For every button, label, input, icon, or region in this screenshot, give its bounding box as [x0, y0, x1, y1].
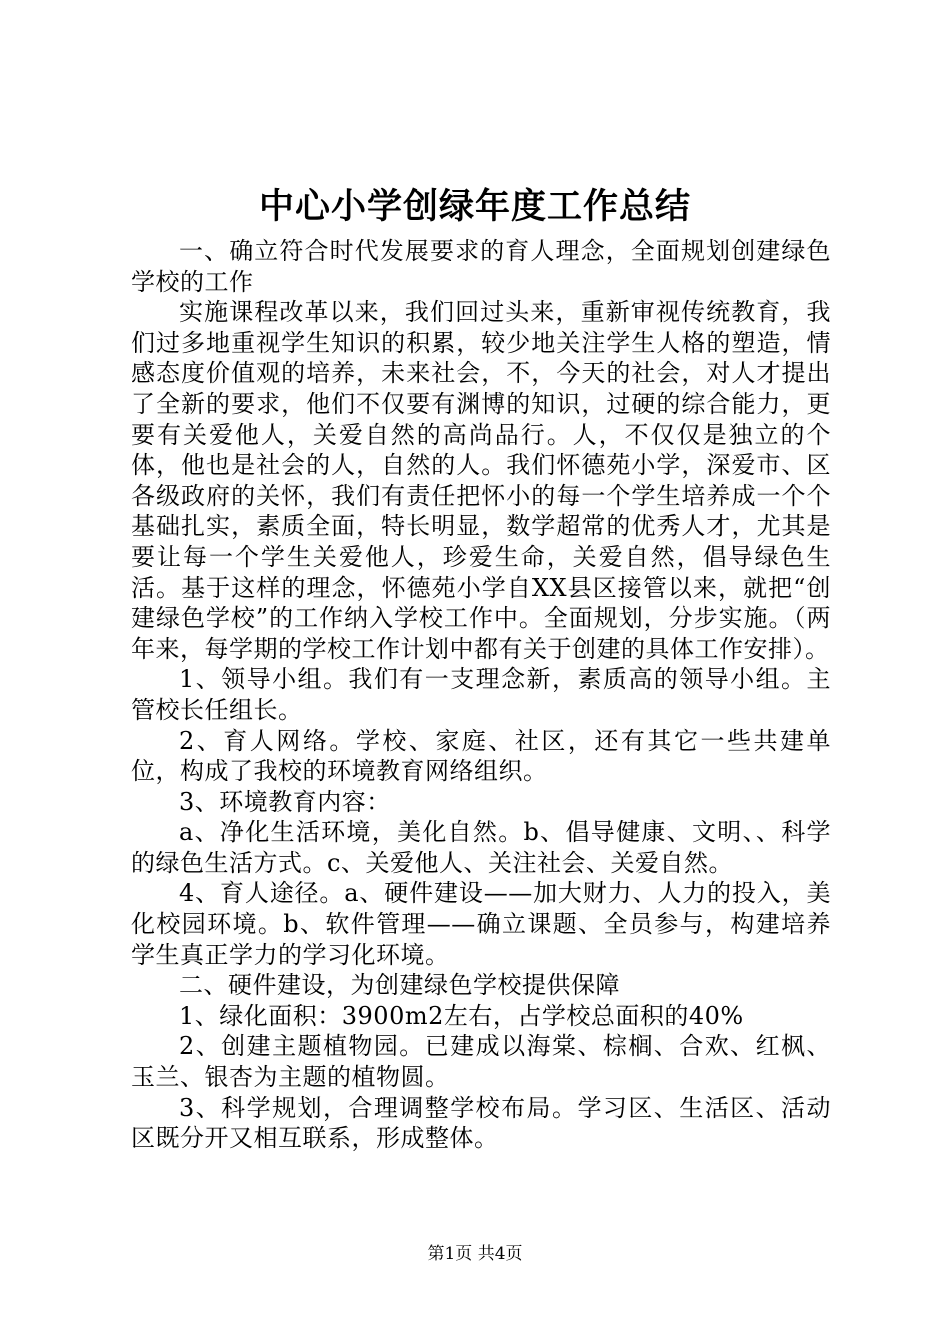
document-body [131, 236, 831, 1154]
paragraph-item-layout: 3、科学规划，合理调整学校布局。学习区、生活区、活动区既分开又相互联系，形成整体。 [131, 1093, 831, 1153]
paragraph-item-green-area: 1、绿化面积：3900m2左右，占学校总面积的40% [179, 1001, 744, 1030]
page-footer: 第1页 共4页 [427, 1244, 523, 1264]
paragraph-item-content-detail: a、净化生活环境，美化自然。b、倡导健康、文明、、科学的绿色生活方式。c、关爱他人、关注社会、关爱自然。 [131, 818, 831, 877]
paragraph-item-botanical-garden: 2、创建主题植物园。已建成以海棠、棕榈、合欢、红枫、玉兰、银杏为主题的植物圆。 [131, 1032, 831, 1092]
paragraph-section-2-heading: 二、硬件建设，为创建绿色学校提供保障 [179, 971, 620, 1000]
paragraph-item-network: 2、育人网络。学校、家庭、社区，还有其它一些共建单位，构成了我校的环境教育网络组织。 [131, 726, 831, 786]
paragraph-item-leadership: 1、领导小组。我们有一支理念新，素质高的领导小组。主管校长任组长。 [131, 665, 831, 724]
paragraph-item-content: 3、环境教育内容： [179, 787, 391, 816]
document-title: 中心小学创绿年度工作总结 [258, 186, 691, 227]
paragraph-item-approach: 4、育人途径。a、硬件建设——加大财力、人力的投入，美化校园环境。b、软件管理——确立课题、全员参与，构建培养学生真正学力的学习化环境。 [131, 879, 831, 969]
paragraph-section-1-heading: 一、确立符合时代发展要求的育人理念，全面规划创建绿色学校的工作 [131, 237, 831, 296]
paragraph-intro: 实施课程改革以来，我们回过头来，重新审视传统教育，我们过多地重视学生知识的积累，较少地关注学生人格的塑造，情感态度价值观的培养，未来社会，不，今天的社会，对人才提出了全新的要求，他们不仅要有渊博的知识，过硬的综合能力，更要有关爱他人，关爱自然的高尚品行。人，不仅仅是独立的个体，他也是社会的人，自然的人。我们怀德苑小学，深爱市、区各级政府的关怀，我们有责任把怀小的每一个学生培养成一个个基础扎实，素质全面，特长明显，数学超常的优秀人才，尤其是要让每一个学生关爱他人，珍爱生命，关爱自然，倡导绿色生活。基于这样的理念，怀德苑小学自XX县区接管以来，就把“创建绿色学校”的工作纳入学校工作中。全面规划，分步实施。（两年来，每学期的学校工作计划中都有关于创建的具体工作安排）。 [131, 298, 831, 663]
